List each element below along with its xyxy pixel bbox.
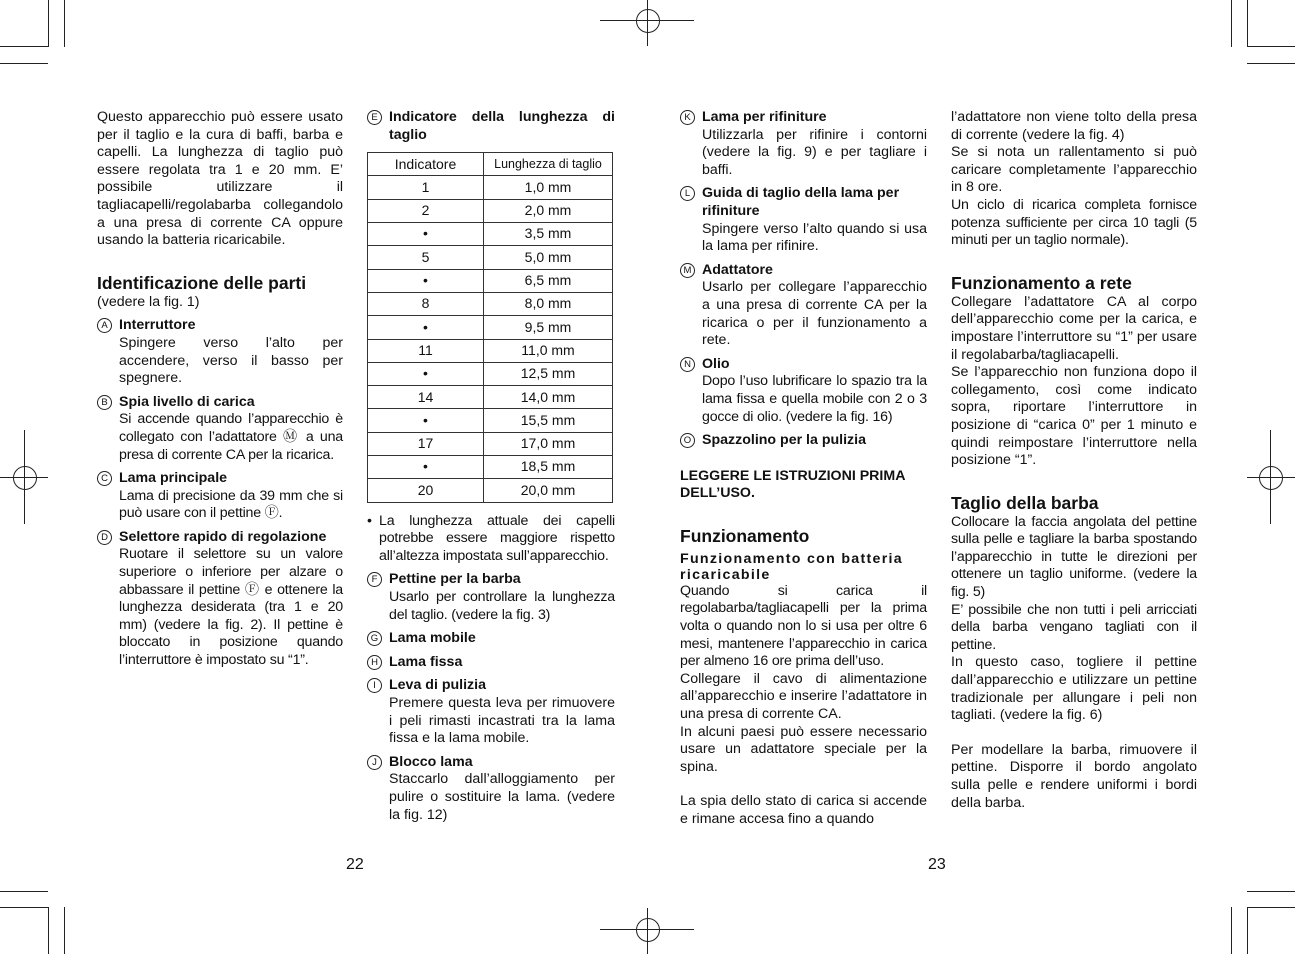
table-row [368, 432, 613, 455]
table-cell: 3,5 mm [484, 223, 613, 246]
part-text: Lama di precisione da 39 mm che si può usare con il pettine Ⓕ. [119, 487, 343, 522]
table-cell: 14,0 mm [484, 386, 613, 409]
paragraph: E’ possibile che non tutti i peli arricciati della barba vengano tagliati con il pettine. [951, 601, 1197, 653]
part-item-g [367, 630, 615, 648]
table-cell: 20,0 mm [484, 479, 613, 502]
table-cell: 11 [368, 339, 484, 362]
table-row [368, 223, 613, 246]
table-cell: • [368, 269, 484, 292]
table-row [368, 479, 613, 502]
heading-parts-identification: Identificazione delle parti [97, 272, 307, 293]
table-cell: 12,5 mm [484, 362, 613, 385]
part-item-j [367, 754, 615, 824]
part-title: Guida di taglio della lama per rifiniture [702, 185, 900, 219]
circle-letter-k: K [680, 110, 695, 125]
table-cell: • [368, 316, 484, 339]
part-title: Blocco lama [389, 753, 473, 770]
table-cell: 14 [368, 386, 484, 409]
part-item-m [680, 262, 927, 350]
part-item-o [680, 432, 927, 450]
part-text: Usarlo per controllare la lunghezza del taglio. (vedere la fig. 3) [389, 589, 615, 623]
table-header: Indicatore [368, 153, 484, 176]
part-title: Spazzolino per la pulizia [702, 432, 866, 449]
table-cell: 2 [368, 199, 484, 222]
part-text: Utilizzarla per rifinire i contorni (vedere la fig. 9) e per tagliare i baffi. [702, 126, 927, 178]
heading-operation: Funzionamento [680, 525, 810, 546]
table-row [368, 362, 613, 385]
table-header-row [368, 153, 613, 176]
length-table [367, 152, 613, 502]
circle-letter-n: N [680, 357, 695, 372]
part-text: Si accende quando l’apparecchio è collegato con l’adattatore Ⓜ a una presa di corrente CA per la ricarica. [119, 411, 343, 463]
page-number-left: 22 [346, 856, 364, 873]
column-3 [680, 109, 927, 829]
part-title: Adattatore [702, 261, 773, 278]
part-title: Spia livello di carica [119, 393, 255, 410]
part-title: Interruttore [119, 317, 196, 334]
part-item-l [680, 185, 927, 255]
table-cell: 17 [368, 432, 484, 455]
part-title: Leva di pulizia [389, 677, 486, 694]
column-4 [951, 109, 1197, 812]
table-cell: 5 [368, 246, 484, 269]
part-title: Lama principale [119, 470, 228, 487]
part-title: Indicatore della lunghezza di taglio [389, 109, 615, 143]
table-cell: • [368, 409, 484, 432]
part-item-e [367, 109, 615, 144]
part-title: Lama fissa [389, 653, 463, 670]
circle-letter-c: C [97, 471, 112, 486]
paragraph: l’adattatore non viene tolto della presa di corrente (vedere la fig. 4) [951, 109, 1197, 143]
part-item-d [97, 529, 343, 670]
part-item-b [97, 394, 343, 464]
circle-letter-h: H [367, 655, 382, 670]
table-cell: 18,5 mm [484, 456, 613, 479]
circle-letter-l: L [680, 186, 695, 201]
table-cell: 8,0 mm [484, 292, 613, 315]
table-cell: 1,0 mm [484, 176, 613, 199]
table-cell: 9,5 mm [484, 316, 613, 339]
circle-letter-a: A [97, 318, 112, 333]
part-text: Premere questa leva per rimuovere i peli rimasti incastrati tra la lama fissa e la lama mobile. [389, 694, 615, 747]
column-2 [367, 109, 615, 830]
paragraph: Collegare il cavo di alimentazione all’apparecchio e inserire l’adattatore in una presa di corrente CA. [680, 670, 927, 723]
part-item-h [367, 654, 615, 672]
table-row [368, 176, 613, 199]
table-row [368, 292, 613, 315]
paragraph: Per modellare la barba, rimuovere il pettine. Disporre il bordo angolato sulla pelle e rendere uniformi i bordi della barba. [951, 741, 1197, 811]
table-cell: 17,0 mm [484, 432, 613, 455]
table-cell: 2,0 mm [484, 199, 613, 222]
part-text: Spingere verso l’alto per accendere, verso il basso per spegnere. [119, 334, 343, 387]
part-item-f [367, 571, 615, 624]
table-cell: 20 [368, 479, 484, 502]
subheading-battery: Funzionamento con batteria ricaricabile [680, 550, 903, 583]
table-cell: • [368, 223, 484, 246]
circle-letter-d: D [97, 530, 112, 545]
table-row [368, 316, 613, 339]
part-item-c [97, 470, 343, 523]
heading-mains-operation: Funzionamento a rete [951, 272, 1132, 293]
table-cell: 8 [368, 292, 484, 315]
heading-beard-trimming: Taglio della barba [951, 492, 1099, 513]
paragraph: Collegare l’adattatore CA al corpo dell’apparecchio come per la carica, e impostare l’interruttore su “1” per usare il regolabarba/tagliacapelli. [951, 293, 1197, 363]
warning-text: LEGGERE LE ISTRUZIONI PRIMA DELL’USO. [680, 467, 905, 502]
paragraph: In alcuni paesi può essere necessario usare un adattatore speciale per la spina. [680, 723, 927, 775]
table-cell: • [368, 362, 484, 385]
part-item-n [680, 356, 927, 426]
table-row [368, 456, 613, 479]
part-title: Selettore rapido di regolazione [119, 528, 327, 545]
table-header: Lunghezza di taglio [484, 153, 613, 176]
part-title: Pettine per la barba [389, 571, 521, 588]
page-number-right: 23 [928, 856, 946, 873]
circle-letter-b: B [97, 395, 112, 410]
circle-letter-f: F [367, 572, 382, 587]
paragraph: Collocare la faccia angolata del pettine sulla pelle e tagliare la barba spostando l’apparecchio in tutte le direzioni per ottenere un taglio uniforme. (vedere la fig. 5) [951, 513, 1197, 601]
part-item-a [97, 317, 343, 387]
table-cell: 15,5 mm [484, 409, 613, 432]
part-text: Usarlo per collegare l’apparecchio a una presa di corrente CA per la ricarica o per il funzionamento a rete. [702, 279, 927, 349]
part-title: Lama mobile [389, 630, 476, 647]
part-item-i [367, 677, 615, 747]
paragraph: Un ciclo di ricarica completa fornisce potenza sufficiente per circa 10 tagli (5 minuti per un taglio normale). [951, 196, 1197, 249]
circle-letter-e: E [367, 110, 382, 125]
circle-letter-m: M [680, 263, 695, 278]
table-cell: 11,0 mm [484, 339, 613, 362]
paragraph: Quando si carica il regolabarba/tagliacapelli per la prima volta o quando non lo si usa per oltre 6 mesi, mantenere l’apparecchio in carica per almeno 16 ore prima dell’uso. [680, 582, 927, 670]
note-bullet: • La lunghezza attuale dei capelli potrebbe essere maggiore rispetto all’altezza impostata sull’apparecchio. [367, 513, 615, 566]
table-cell: 6,5 mm [484, 269, 613, 292]
part-title: Olio [702, 355, 730, 372]
circle-letter-g: G [367, 631, 382, 646]
paragraph: In questo caso, togliere il pettine dall’apparecchio e utilizzare un pettine tradizionale per allungare i peli non tagliati. (vedere la fig. 6) [951, 654, 1197, 724]
paragraph: Se si nota un rallentamento si può caricare completamente l’apparecchio in 8 ore. [951, 144, 1197, 196]
circle-letter-i: I [367, 678, 382, 693]
part-text: Dopo l’uso lubrificare lo spazio tra la lama fissa e quella mobile con 2 o 3 gocce di olio. (vedere la fig. 16) [702, 373, 927, 425]
circle-letter-j: J [367, 755, 382, 770]
part-text: Ruotare il selettore su un valore superiore o inferiore per alzare o abbassare il pettine Ⓕ e ottenere la lunghezza desiderata (tra 1 e 20 mm) (vedere la fig. 2). Il pettine è bloccato in posizione quando l’interruttore è impostato su “1”. [119, 546, 343, 669]
table-row [368, 409, 613, 432]
intro-paragraph: Questo apparecchio può essere usato per il taglio e la cura di baffi, barba e capelli. La lunghezza di taglio può essere regolata tra 1 e 20 mm. E’ possibile utilizzare il tagliacapelli/regolabarba collegandolo a una presa di corrente CA oppure usando la batteria ricaricabile. [97, 109, 343, 249]
table-row [368, 246, 613, 269]
column-1 [97, 109, 343, 676]
part-text: Staccarlo dall’alloggiamento per pulire o sostituire la lama. (vedere la fig. 12) [389, 771, 615, 823]
circle-letter-o: O [680, 433, 695, 448]
table-cell: 5,0 mm [484, 246, 613, 269]
table-cell: • [368, 456, 484, 479]
table-row [368, 199, 613, 222]
part-title: Lama per rifiniture [702, 109, 827, 125]
table-row [368, 386, 613, 409]
paragraph: La spia dello stato di carica si accende e rimane accesa fino a quando [680, 793, 927, 827]
paragraph: Se l’apparecchio non funziona dopo il collegamento, così come indicato sopra, riportare l’interruttore in posizione di “carica 0” per 1 minuto e quindi reimpostare l’interruttore nella posizione “1”. [951, 364, 1197, 469]
heading-note: (vedere la fig. 1) [97, 293, 200, 310]
table-row [368, 339, 613, 362]
part-text: Spingere verso l’alto quando si usa la lama per rifinire. [702, 220, 927, 255]
table-row [368, 269, 613, 292]
table-cell: 1 [368, 176, 484, 199]
part-item-k [680, 109, 927, 179]
